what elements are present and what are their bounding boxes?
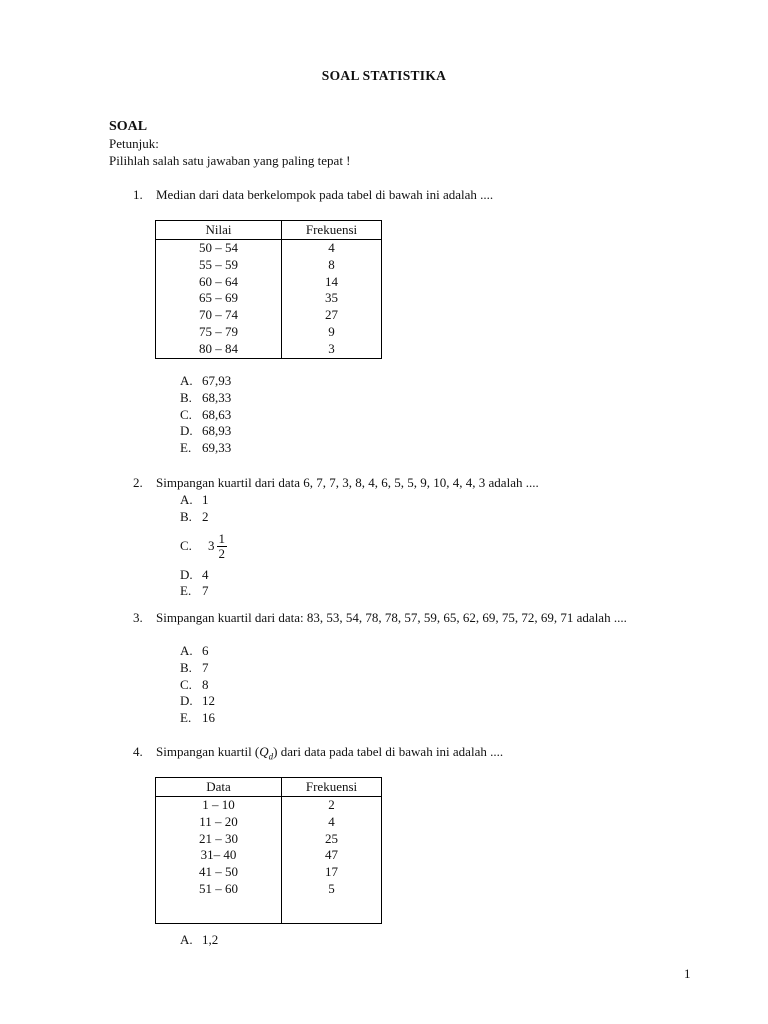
question-text	[156, 744, 694, 765]
table-cell: 1 – 10	[156, 797, 282, 814]
question-text: Median dari data berkelompok pada tabel di bawah ini adalah ....	[156, 187, 494, 202]
table-cell: 75 – 79	[156, 324, 282, 341]
options-q2	[180, 492, 227, 600]
answer-option[interactable]	[180, 643, 215, 660]
option-letter: D.	[180, 566, 193, 582]
table-row	[156, 881, 382, 898]
mixed-fraction	[208, 532, 227, 561]
page-number: 1	[684, 966, 691, 981]
table-cell: 5	[328, 880, 335, 896]
table-cell: 8	[328, 256, 335, 272]
answer-option[interactable]	[180, 440, 231, 457]
option-value: 16	[202, 710, 215, 726]
table-cell: 4	[328, 813, 335, 829]
table-cell: 80 – 84	[156, 341, 282, 358]
option-letter: A.	[180, 373, 193, 388]
fraction-denominator: 2	[218, 545, 225, 561]
quartile-subscript: d	[268, 751, 274, 762]
question-number: 2.	[133, 475, 143, 490]
column-header: Frekuensi	[282, 221, 382, 240]
option-value: 67,93	[202, 373, 232, 388]
option-value: 2	[202, 508, 209, 524]
table-row	[156, 847, 382, 864]
answer-option[interactable]	[180, 932, 218, 949]
table-cell: 65 – 69	[156, 290, 282, 307]
table-row	[156, 290, 382, 307]
option-letter: D.	[180, 423, 193, 439]
option-value: 6	[202, 643, 209, 658]
table-row	[156, 274, 382, 291]
option-letter: D.	[180, 693, 193, 709]
fraction-whole: 3	[208, 537, 215, 553]
question-2	[133, 475, 694, 492]
section-heading: SOAL	[109, 119, 148, 134]
table-cell: 35	[325, 290, 338, 306]
answer-option[interactable]	[180, 693, 215, 710]
table-cell: 70 – 74	[156, 307, 282, 324]
answer-option[interactable]	[180, 492, 227, 509]
answer-option[interactable]	[180, 423, 231, 440]
option-value: 8	[202, 676, 209, 692]
fraction-numerator: 1	[218, 530, 225, 546]
options-q3	[180, 643, 215, 727]
option-value: 4	[202, 566, 209, 582]
question-text: Simpangan kuartil dari data 6, 7, 7, 3, 8, 4, 6, 5, 5, 9, 10, 4, 4, 3 adalah ....	[156, 475, 539, 490]
question-number: 1.	[133, 187, 143, 202]
answer-option[interactable]	[180, 583, 227, 600]
frequency-table-q1	[155, 220, 382, 359]
option-letter: C.	[180, 537, 192, 553]
table-cell: 14	[325, 273, 338, 289]
table-row	[156, 240, 382, 257]
option-letter: A.	[180, 932, 193, 947]
option-value: 68,63	[202, 406, 232, 422]
answer-option[interactable]	[180, 390, 231, 407]
table-cell: 55 – 59	[156, 257, 282, 274]
option-letter: C.	[180, 676, 192, 692]
table-cell: 47	[325, 847, 338, 863]
frequency-table-q4	[155, 777, 382, 924]
option-letter: B.	[180, 389, 192, 405]
table-cell: 50 – 54	[156, 240, 282, 257]
answer-option[interactable]	[180, 526, 227, 567]
option-letter: C.	[180, 406, 192, 422]
option-letter: A.	[180, 643, 193, 658]
table-cell: 3	[328, 340, 335, 356]
table-cell: 27	[325, 307, 338, 323]
question-1	[133, 187, 694, 204]
table-cell	[156, 898, 282, 924]
answer-option[interactable]	[180, 567, 227, 584]
option-value: 12	[202, 693, 215, 709]
options-q4	[180, 932, 218, 949]
option-value: 1	[202, 492, 209, 507]
table-row	[156, 898, 382, 924]
table-row	[156, 831, 382, 848]
table-cell: 11 – 20	[156, 814, 282, 831]
answer-option[interactable]	[180, 373, 231, 390]
option-letter: B.	[180, 659, 192, 675]
table-row	[156, 307, 382, 324]
question-3	[133, 610, 694, 627]
option-value: 68,33	[202, 389, 232, 405]
column-header: Frekuensi	[282, 778, 382, 797]
table-cell: 60 – 64	[156, 274, 282, 291]
option-value: 7	[202, 583, 209, 599]
question-4	[133, 744, 694, 765]
option-value: 7	[202, 659, 209, 675]
table-cell: 17	[325, 864, 338, 880]
table-cell: 41 – 50	[156, 864, 282, 881]
instructions-label: Petunjuk:	[109, 136, 159, 151]
option-letter: B.	[180, 508, 192, 524]
table-row	[156, 797, 382, 814]
column-header: Data	[156, 778, 282, 797]
table-row	[156, 257, 382, 274]
table-row	[156, 341, 382, 358]
options-q1	[180, 373, 231, 457]
table-row	[156, 864, 382, 881]
answer-option[interactable]	[180, 407, 231, 424]
table-header-row	[156, 778, 382, 797]
option-letter: E.	[180, 710, 192, 726]
option-value: 1,2	[202, 932, 219, 947]
table-cell: 25	[325, 830, 338, 846]
question-text: Simpangan kuartil dari data: 83, 53, 54, 78, 78, 57, 59, 65, 62, 69, 75, 72, 69, 71 adalah ....	[156, 610, 627, 625]
option-letter: E.	[180, 440, 192, 456]
answer-option[interactable]	[180, 509, 227, 526]
table-cell: 31– 40	[156, 847, 282, 864]
table-cell	[282, 898, 382, 924]
table-row	[156, 814, 382, 831]
question-number: 3.	[133, 610, 143, 625]
answer-option[interactable]	[180, 677, 215, 694]
column-header: Nilai	[156, 221, 282, 240]
quartile-symbol: Q	[259, 744, 269, 759]
fraction	[217, 532, 228, 561]
instructions-text: Pilihlah salah satu jawaban yang paling tepat !	[109, 153, 351, 168]
table-cell: 21 – 30	[156, 831, 282, 848]
option-value: 69,33	[202, 440, 232, 456]
table-cell: 9	[328, 323, 335, 339]
option-value: 68,93	[202, 423, 232, 439]
document-title: SOAL STATISTIKA	[321, 68, 447, 83]
question-text-before: Simpangan kuartil (	[156, 744, 260, 759]
table-cell: 4	[328, 240, 335, 255]
table-row	[156, 324, 382, 341]
option-letter: A.	[180, 492, 193, 507]
table-header-row	[156, 221, 382, 240]
question-number: 4.	[133, 744, 143, 759]
answer-option[interactable]	[180, 660, 215, 677]
question-text-after: ) dari data pada tabel di bawah ini adalah ....	[273, 744, 504, 759]
option-letter: E.	[180, 583, 192, 599]
table-cell: 51 – 60	[156, 881, 282, 898]
table-cell: 2	[328, 797, 335, 812]
answer-option[interactable]	[180, 710, 215, 727]
